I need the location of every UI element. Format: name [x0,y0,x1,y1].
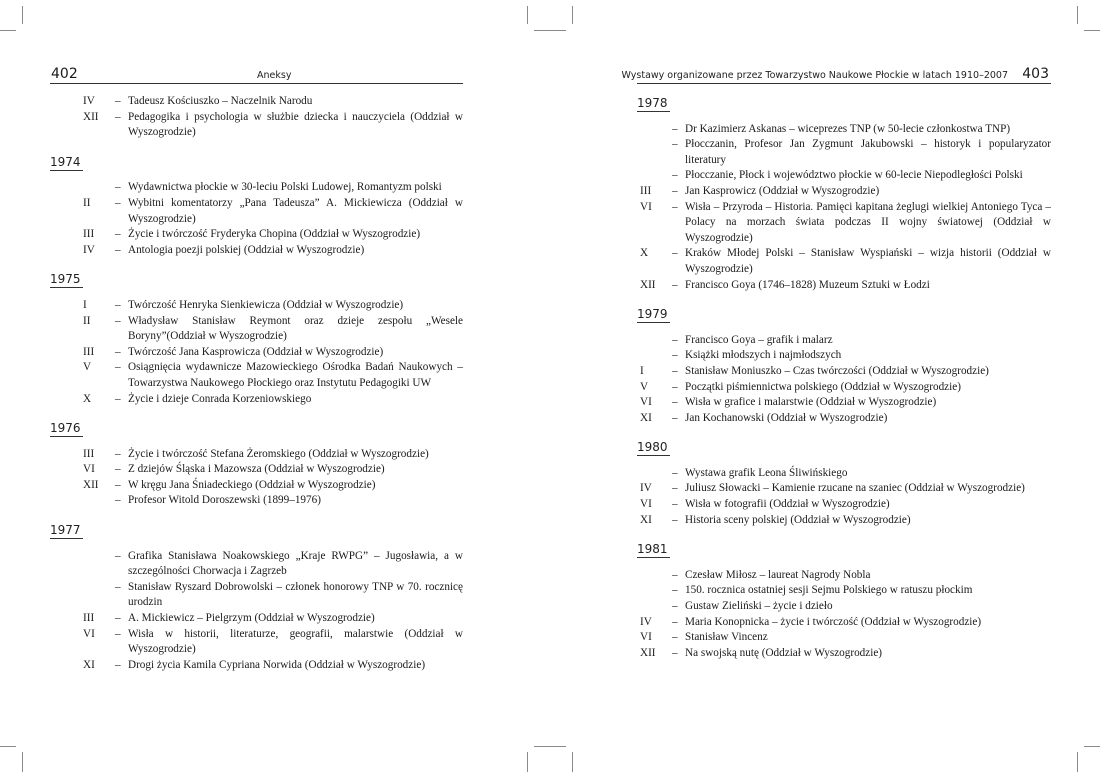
entry-dash: – [115,314,121,327]
crop-mark [1077,6,1078,24]
initial-entries [50,94,463,141]
entry-row [50,110,463,141]
entry-dash: – [672,364,678,377]
year-heading: 1981 [637,542,668,557]
entry-month: IV [83,243,95,256]
entry-month: II [83,314,91,327]
entry-row [50,243,463,259]
entry-month: XI [640,411,652,424]
right-page [621,66,1051,661]
entry-text: Życie i twórczość Stefana Żeromskiego (Oddział w Wyszogrodzie) [128,447,429,460]
entry-dash: – [672,184,678,197]
entry-row [637,122,1051,138]
entry-month: XI [640,513,652,526]
entry-month: III [83,345,95,358]
entry-row [50,196,463,227]
entry-month [637,333,672,349]
entry-dash: – [672,396,678,409]
entry-row [637,200,1051,247]
entry-row [50,345,463,361]
entry-dash: – [672,411,678,424]
entry-month [50,549,115,580]
crop-mark [1084,746,1100,747]
entry-row [637,615,1051,631]
crop-mark [572,752,573,772]
entry-row [50,392,463,408]
entry-text: Stanisław Moniuszko – Czas twórczości (Oddział w Wyszogrodzie) [685,364,989,377]
entry-row [637,278,1051,294]
crop-mark [534,30,566,31]
entry-dash: – [115,447,121,460]
entry-row [50,447,463,463]
entry-dash: – [115,478,121,491]
entry-month: III [640,184,652,197]
entry-text: W kręgu Jana Śniadeckiego (Oddział w Wyszogrodzie) [128,478,376,491]
entry-dash: – [672,349,678,362]
entry-text: Na swojską nutę (Oddział w Wyszogrodzie) [685,646,883,659]
entry-month [637,466,672,482]
entry-row [50,462,463,478]
entry-row [50,94,463,110]
entry-dash: – [115,463,121,476]
entry-text: Książki młodszych i najmłodszych [685,349,842,362]
entry-dash: – [672,600,678,613]
entry-month: VI [640,498,652,511]
entry-text: Stanisław Vincenz [685,631,768,644]
entry-text: Życie i dzieje Conrada Korzeniowskiego [128,392,312,405]
entry-month: VI [640,396,652,409]
year-heading: 1979 [637,307,668,322]
crop-mark [0,746,16,747]
entry-dash: – [672,200,678,213]
entry-row [637,168,1051,184]
crop-mark [0,30,16,31]
entry-row [637,395,1051,411]
entry-month: VI [640,200,652,213]
year-section [637,96,1051,293]
entry-row [637,568,1051,584]
entry-month: III [83,612,95,625]
entry-row [637,481,1051,497]
crop-mark [527,752,528,772]
crop-mark [1077,752,1078,772]
entry-text: Drogi życia Kamila Cypriana Norwida (Oddział w Wyszogrodzie) [128,658,426,671]
entry-text: Wisła w historii, literaturze, geografii, malarstwie (Oddział w Wyszogrodzie) [128,627,463,656]
entry-month [637,122,672,138]
left-page-body [50,84,463,673]
entry-dash: – [115,95,121,107]
entry-dash: – [115,627,121,640]
running-header [50,66,463,84]
crop-mark [22,6,23,24]
entry-month: VI [83,463,95,476]
entry-text: Czesław Miłosz – laureat Nagrody Nobla [685,568,871,581]
entry-month: I [640,364,644,377]
crop-mark [22,752,23,772]
entry-text: Wybitni komentatorzy „Pana Tadeusza” A. Mickiewicza (Oddział w Wyszogrodzie) [128,196,463,225]
entry-row [637,630,1051,646]
year-heading-wrap [637,542,1051,559]
year-section [637,542,1051,661]
entry-month [637,599,672,615]
entry-row [637,246,1051,277]
entry-dash: – [672,568,678,581]
running-header [621,66,1051,84]
entry-text: Gustaw Zieliński – życie i dzieło [685,600,833,613]
entry-row [637,583,1051,599]
year-heading: 1978 [637,96,668,110]
entry-month: XII [640,278,656,291]
entry-text: Dr Kazimierz Askanas – wiceprezes TNP (w 50-lecie członkostwa TNP) [685,122,1011,135]
year-section [50,272,463,407]
entry-row [637,599,1051,615]
year-section [637,440,1051,528]
entry-dash: – [672,138,678,151]
entry-dash: – [115,549,121,562]
entry-month [637,168,672,184]
year-heading: 1980 [637,440,668,455]
year-heading: 1975 [50,272,81,287]
entry-dash: – [672,380,678,393]
entry-text: Jan Kasprowicz (Oddział w Wyszogrodzie) [685,184,880,197]
entry-dash: – [115,392,121,405]
entry-text: Życie i twórczość Fryderyka Chopina (Oddział w Wyszogrodzie) [128,228,421,241]
entry-dash: – [672,278,678,291]
entry-month: XII [640,646,656,659]
year-section [50,421,463,509]
entry-text: Twórczość Jana Kasprowicza (Oddział w Wyszogrodzie) [128,345,384,358]
year-heading-wrap [637,96,1051,113]
year-heading-wrap [50,523,463,540]
year-heading-wrap [50,272,463,289]
crop-mark [1084,30,1100,31]
entry-text: 150. rocznica ostatniej sesji Sejmu Polskiego w ratuszu płockim [685,584,973,597]
entry-month: VI [640,631,652,644]
entry-row [50,493,463,509]
entry-row [50,627,463,658]
entry-dash: – [115,361,121,374]
entry-text: Twórczość Henryka Sienkiewicza (Oddział w Wyszogrodzie) [128,298,404,311]
crop-mark [534,746,566,747]
entry-month: X [640,247,649,260]
entry-dash: – [115,494,121,507]
entry-dash: – [672,615,678,628]
entry-text: Francisco Goya (1746–1828) Muzeum Sztuki w Łodzi [685,278,930,291]
entry-dash: – [672,169,678,182]
entry-text: Wisła w grafice i malarstwie (Oddział w Wyszogrodzie) [685,396,937,409]
entry-text: Wisła – Przyroda – Historia. Pamięci kapitana żeglugi wielkiej Antoniego Tyca – Polacy na morzach świata podczas II wojny światowej (Oddział w Wyszogrodzie) [685,200,1051,244]
entry-dash: – [672,247,678,260]
entry-dash: – [115,612,121,625]
entry-month: X [83,392,92,405]
entry-row [637,348,1051,364]
entry-text: Antologia poezji polskiej (Oddział w Wyszogrodzie) [128,243,365,256]
entry-dash: – [672,584,678,597]
entry-row [50,580,463,611]
entry-dash: – [115,580,121,593]
crop-mark [527,6,528,24]
entry-month: V [83,361,92,374]
year-heading-wrap [50,421,463,438]
year-heading: 1977 [50,523,81,538]
entry-row [637,184,1051,200]
entry-row [50,180,463,196]
entry-month: V [640,380,649,393]
entry-row [637,333,1051,349]
entry-text: Maria Konopnicka – życie i twórczość (Oddział w Wyszogrodzie) [685,615,982,628]
entry-month [637,583,672,599]
entry-dash: – [115,243,121,256]
year-heading-wrap [637,440,1051,457]
entry-month [50,180,115,196]
entry-text: Historia sceny polskiej (Oddział w Wyszogrodzie) [685,513,911,526]
entry-text: Początki piśmiennictwa polskiego (Oddział w Wyszogrodzie) [685,380,961,393]
entry-text: Tadeusz Kościuszko – Naczelnik Narodu [128,95,313,107]
page-number: 402 [51,66,78,82]
entry-row [637,364,1051,380]
entry-text: A. Mickiewicz – Pielgrzym (Oddział w Wyszogrodzie) [128,612,375,625]
entry-text: Płocczanin, Profesor Jan Zygmunt Jakubowski – historyk i popularyzator literatury [685,138,1051,166]
entry-dash: – [672,646,678,659]
entry-dash: – [672,333,678,346]
entry-text: Stanisław Ryszard Dobrowolski – członek honorowy TNP w 70. rocznicę urodzin [128,580,463,609]
entry-dash: – [115,658,121,671]
entry-text: Z dziejów Śląska i Mazowsza (Oddział w Wyszogrodzie) [128,463,385,476]
entry-row [50,658,463,674]
entry-month: XII [83,478,99,491]
entry-month [50,493,115,509]
entry-row [50,549,463,580]
entry-row [637,137,1051,168]
year-section [50,523,463,673]
entry-text: Kraków Młodej Polski – Stanisław Wyspiański – wizja historii (Oddział w Wyszogrodzie) [685,247,1051,275]
entry-month: III [83,228,95,241]
entry-row [637,411,1051,427]
entry-row [50,478,463,494]
entry-text: Francisco Goya – grafik i malarz [685,333,833,346]
entry-dash: – [672,482,678,495]
entry-row [637,466,1051,482]
entry-text: Jan Kochanowski (Oddział w Wyszogrodzie) [685,411,888,424]
entry-month: III [83,447,95,460]
entry-row [50,298,463,314]
entry-month: VI [83,627,95,640]
year-heading-wrap [637,307,1051,324]
entry-month [637,568,672,584]
entry-dash: – [115,228,121,241]
entry-text: Profesor Witold Doroszewski (1899–1976) [128,494,321,507]
entry-month: IV [640,482,652,495]
entry-text: Juliusz Słowacki – Kamienie rzucane na szaniec (Oddział w Wyszogrodzie) [685,482,1025,495]
crop-mark [572,6,573,24]
entry-dash: – [672,513,678,526]
entry-dash: – [115,298,121,311]
entry-row [637,513,1051,529]
entry-month [637,137,672,168]
entry-dash: – [672,498,678,511]
entry-text: Pedagogika i psychologia w służbie dziecka i nauczyciela (Oddział w Wyszogrodzie) [128,110,463,139]
entry-month [50,580,115,611]
year-heading: 1976 [50,421,81,436]
entry-month: IV [640,615,652,628]
entry-dash: – [115,110,121,123]
year-sections [50,155,463,674]
entry-month: XI [83,658,95,671]
entry-dash: – [672,631,678,644]
year-section [637,307,1051,426]
entry-row [637,646,1051,662]
entry-row [50,227,463,243]
entry-dash: – [115,181,121,194]
entry-dash: – [115,196,121,209]
entry-dash: – [672,466,678,479]
entry-row [637,497,1051,513]
entry-text: Wisła w fotografii (Oddział w Wyszogrodzie) [685,498,890,511]
page-number: 403 [1022,66,1049,82]
entry-text: Wydawnictwa płockie w 30-leciu Polski Ludowej, Romantyzm polski [128,181,442,194]
entry-row [637,380,1051,396]
entry-dash: – [115,345,121,358]
right-page-body [637,84,1051,661]
entry-month [637,348,672,364]
running-title: Wystawy organizowane przez Towarzystwo Naukowe Płockie w latach 1910–2007 [621,70,1008,81]
year-sections [637,96,1051,661]
running-title: Aneksy [257,70,292,81]
entry-row [50,611,463,627]
entry-month: IV [83,95,95,107]
entry-dash: – [672,122,678,135]
entry-text: Władysław Stanisław Reymont oraz dzieje zespołu „Wesele Boryny”(Oddział w Wyszogrodzie) [128,314,463,343]
year-heading-wrap [50,155,463,172]
left-page [50,66,463,673]
year-heading: 1974 [50,154,81,169]
entry-text: Osiągnięcia wydawnicze Mazowieckiego Ośrodka Badań Naukowych – Towarzystwa Naukowego Płockiego oraz Instytutu Pedagogiki UW [128,361,463,389]
entry-row [50,360,463,391]
entry-text: Płocczanie, Płock i województwo płockie w 60-lecie Niepodległości Polski [685,169,1023,182]
entry-month: II [83,196,91,209]
entry-month: I [83,298,87,311]
entry-text: Wystawa grafik Leona Śliwińskiego [685,466,848,479]
entry-row [50,314,463,345]
entry-month: XII [83,110,99,123]
year-section [50,155,463,259]
entry-text: Grafika Stanisława Noakowskiego „Kraje RWPG” – Jugosławia, a w szczególności Chorwacja i Zagrzeb [128,549,463,578]
